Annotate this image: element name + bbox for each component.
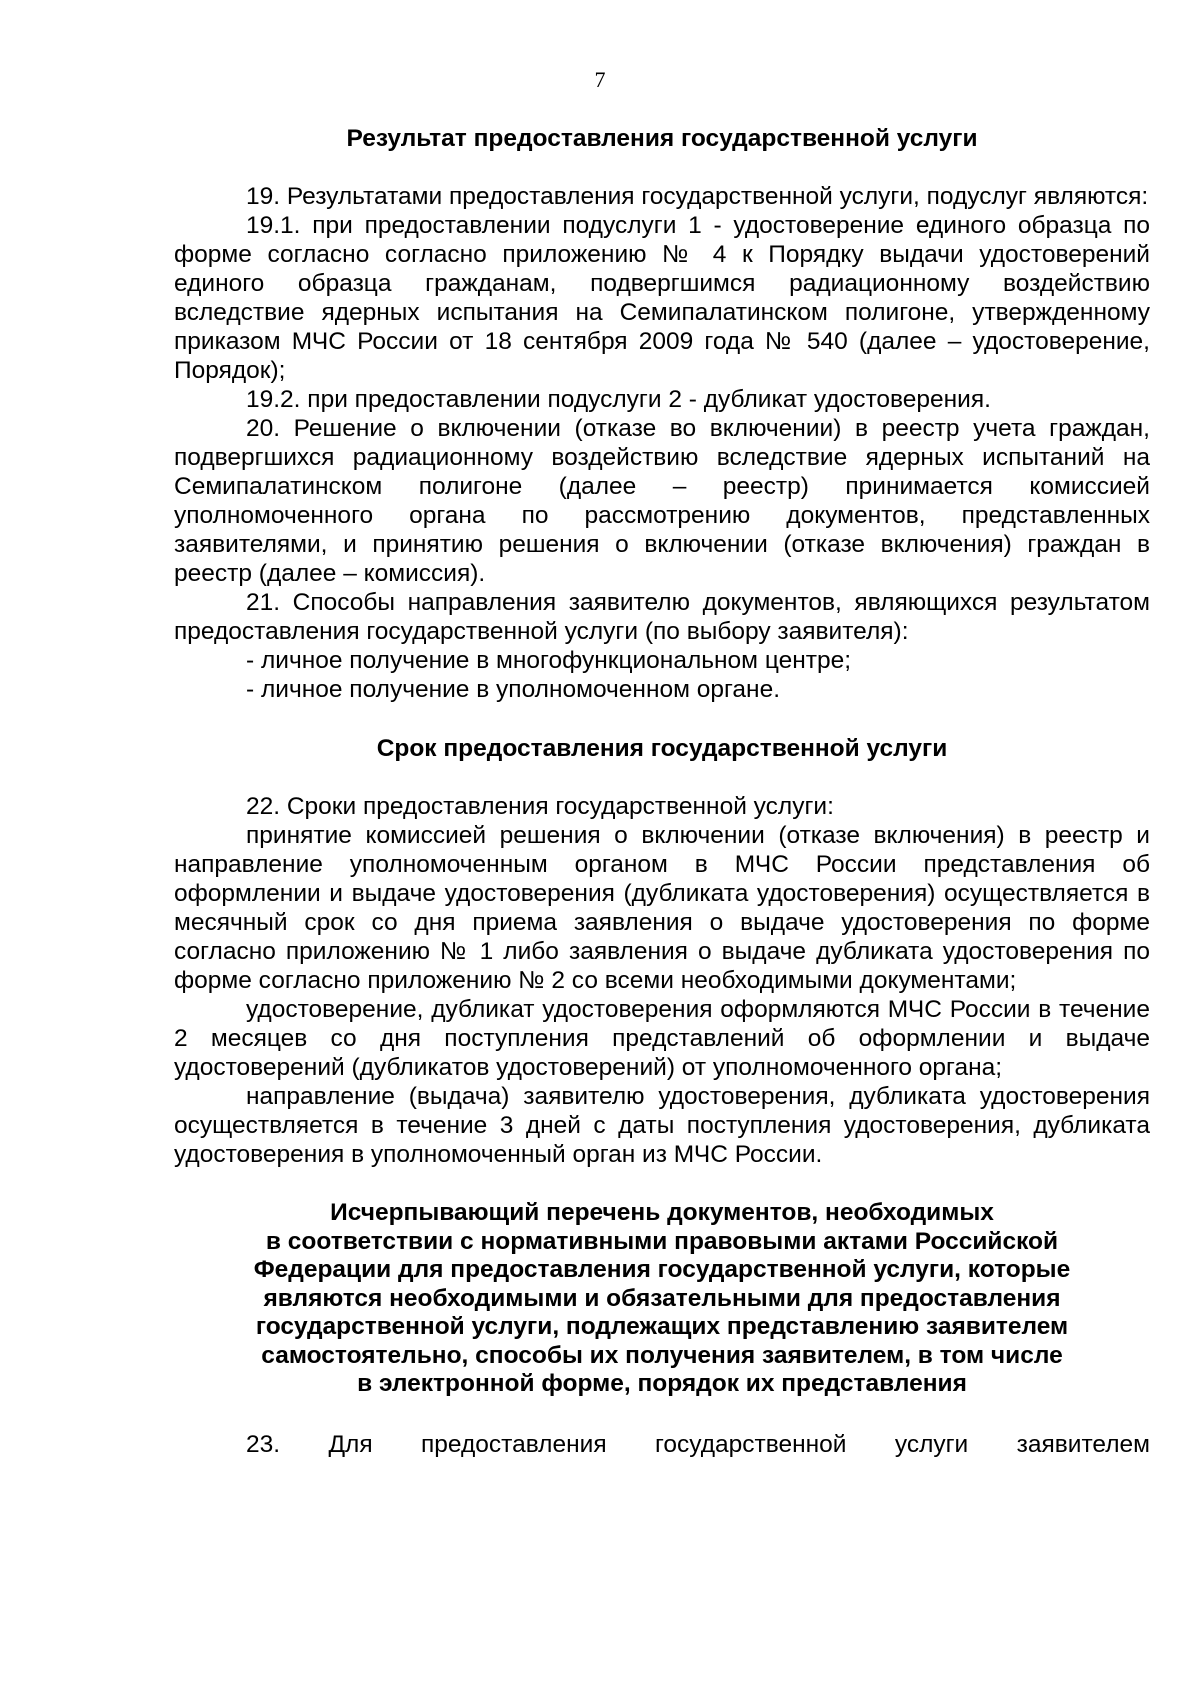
paragraph-19-2: 19.2. при предоставлении подуслуги 2 - дубликат удостоверения.	[246, 386, 991, 413]
paragraph-22-delivery: направление (выдача) заявителю удостоверения, дубликата удостоверения осуществляется в течение 3 дней с даты поступления удостоверения, дубликата удостоверения в уполномоченный орган из МЧС России.	[174, 1083, 1150, 1168]
page-number: 7	[594, 67, 606, 92]
heading-line: Исчерпывающий перечень документов, необходимых	[330, 1199, 994, 1226]
heading-line: самостоятельно, способы их получения заявителем, в том числе	[261, 1341, 1063, 1369]
paragraph-20: 20. Решение о включении (отказе во включении) в реестр учета граждан, подвергшихся радиационному воздействию вследствие ядерных испытаний на Семипалатинском полигоне (далее – реестр) принимается комиссией уполномоченного органа по рассмотрению документов, представленных заявителями, и принятию решения о включении (отказе включения) граждан в реестр (далее – комиссия).	[174, 415, 1150, 587]
paragraph-23: 23. Для предоставления государственной услуги заявителем	[246, 1430, 1150, 1458]
paragraph-22-commission: принятие комиссией решения о включении (отказе включения) в реестр и направление уполномоченным органом в МЧС России представления об оформлении и выдаче удостоверения (дубликата удостоверения) осуществляется в месячный срок со дня приема заявления о выдаче удостоверения по форме согласно приложению № 1 либо заявления о выдаче дубликата удостоверения по форме согласно приложению № 2 со всеми необходимыми документами;	[174, 822, 1150, 994]
document-body	[174, 124, 1150, 1459]
list-item-mfc: - личное получение в многофункциональном центре;	[246, 647, 852, 674]
heading-line: в соответствии с нормативными правовыми актами Российской	[265, 1227, 1059, 1255]
paragraph-22-issuance: удостоверение, дубликат удостоверения оформляются МЧС России в течение 2 месяцев со дня поступления представлений об оформлении и выдаче удостоверений (дубликатов удостоверений) от уполномоченного органа;	[174, 996, 1150, 1081]
paragraph-19-1: 19.1. при предоставлении подуслуги 1 - удостоверение единого образца по форме согласно согласно приложению № 4 к Порядку выдачи удостоверений единого образца гражданам, подвергшимся радиационному воздействию вследствие ядерных испытания на Семипалатинском полигоне, утвержденному приказом МЧС России от 18 сентября 2009 года № 540 (далее – удостоверение, Порядок);	[174, 212, 1150, 384]
list-item-authority: - личное получение в уполномоченном органе.	[246, 676, 781, 703]
heading-line: являются необходимыми и обязательными для предоставления	[263, 1284, 1061, 1312]
section-heading-documents	[174, 1199, 1150, 1399]
paragraph-22: 22. Сроки предоставления государственной услуги:	[246, 793, 834, 820]
section-heading-term: Срок предоставления государственной услуги	[376, 735, 948, 762]
heading-line: в электронной форме, порядок их представления	[357, 1370, 967, 1397]
section-heading-result: Результат предоставления государственной услуги	[346, 125, 978, 152]
paragraph-19: 19. Результатами предоставления государственной услуги, подуслуг являются:	[246, 183, 1149, 210]
heading-line: государственной услуги, подлежащих представлению заявителем	[255, 1313, 1069, 1340]
heading-line: Федерации для предоставления государственной услуги, которые	[253, 1256, 1071, 1283]
paragraph-21: 21. Способы направления заявителю документов, являющихся результатом предоставления государственной услуги (по выбору заявителя):	[174, 589, 1150, 645]
